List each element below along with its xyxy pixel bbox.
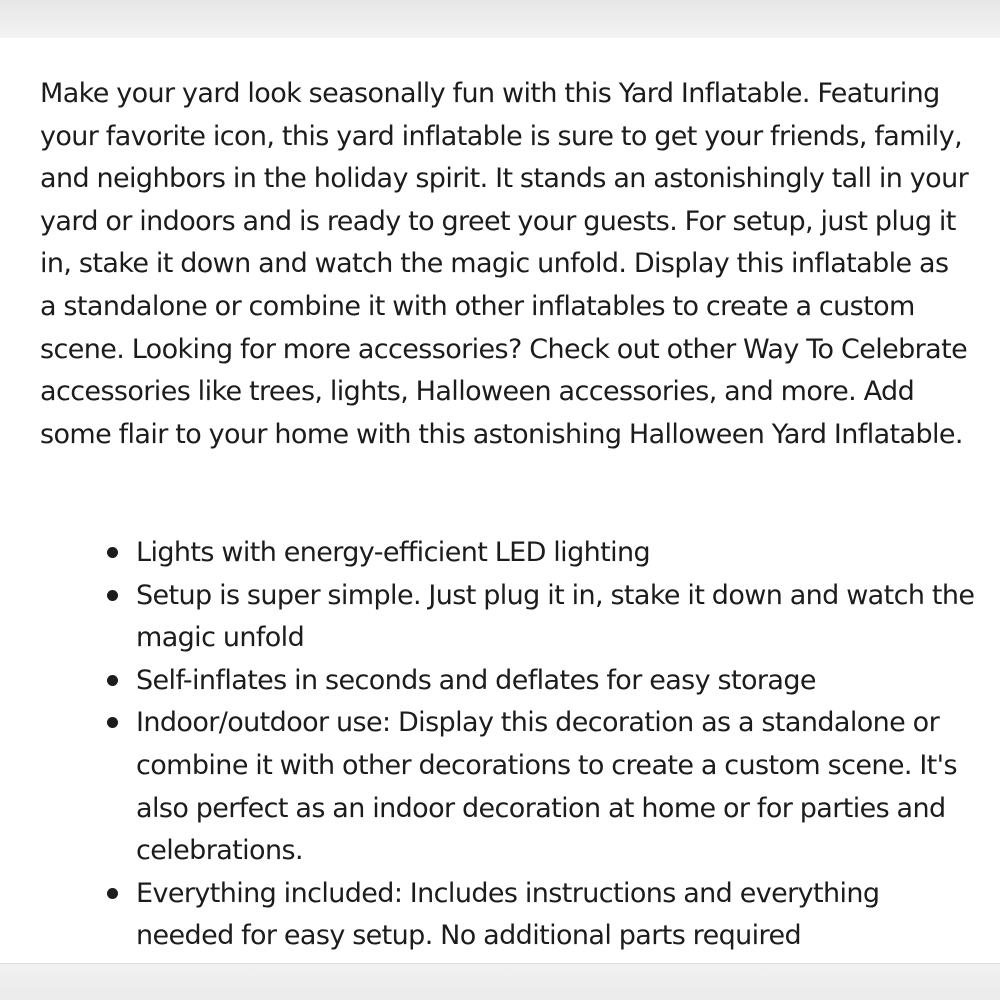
feature-list-item [98, 660, 978, 703]
feature-text: Indoor/outdoor use: Display this decoration as a standalone or combine it with other decorations to create a custom scene. It's also perfect as an indoor decoration at home or for parties and celebrations. [136, 707, 957, 867]
bullet-icon [107, 547, 118, 558]
feature-text: Setup is super simple. Just plug it in, stake it down and watch the magic unfold [136, 579, 975, 654]
feature-list-item [98, 575, 978, 660]
product-description-text: Make your yard look seasonally fun with this Yard Inflatable. Featuring your favorite icon, this yard inflatable is sure to get your friends, family, and neighbors in the holiday spirit. It stands an astonishingly tall in your yard or indoors and is ready to greet your guests. For setup, just plug it in, stake it down and watch the magic unfold. Display this inflatable as a standalone or combine it with other inflatables to create a custom scene. Looking for more accessories? Check out other Way To Celebrate accessories like trees, lights, Halloween accessories, and more. Add some flair to your home with this astonishing Halloween Yard Inflatable. [40, 78, 969, 450]
product-description-panel [0, 38, 1000, 963]
bullet-icon [107, 675, 118, 686]
bullet-icon [107, 888, 118, 899]
bullet-icon [107, 717, 118, 728]
feature-text: Lights with energy-efficient LED lighting [136, 537, 651, 568]
feature-list-item [98, 873, 978, 958]
feature-list [98, 532, 978, 958]
feature-text: Everything included: Includes instructions and everything needed for easy setup. No additional parts required [136, 877, 880, 952]
feature-list-item [98, 532, 978, 575]
bullet-icon [107, 590, 118, 601]
bottom-overlay-band [0, 963, 1000, 1000]
feature-list-item [98, 702, 978, 872]
feature-text: Self-inflates in seconds and deflates for easy storage [136, 664, 816, 696]
top-overlay-band [0, 0, 1000, 38]
